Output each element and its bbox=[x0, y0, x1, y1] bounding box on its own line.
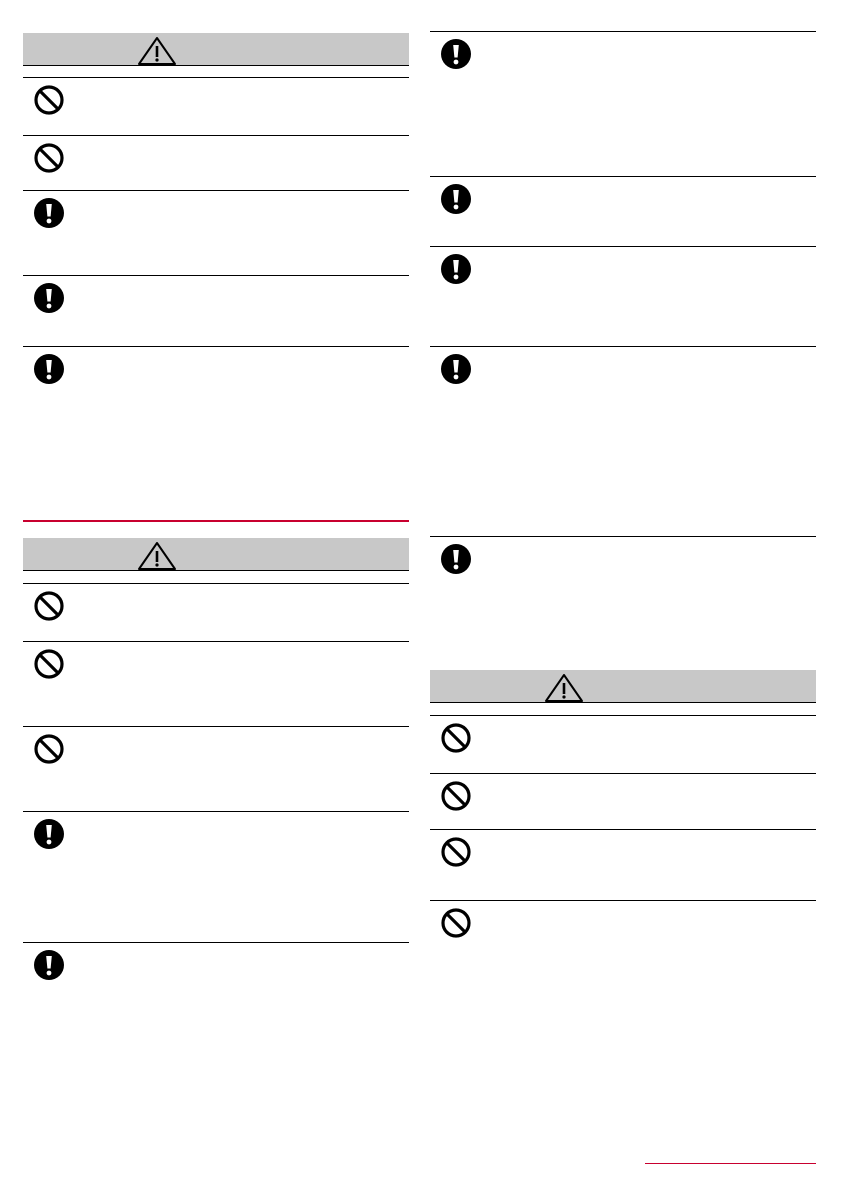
prohibited-icon bbox=[440, 780, 472, 812]
precaution-item bbox=[23, 726, 409, 811]
precaution-item bbox=[23, 77, 409, 135]
warning-triangle-icon bbox=[137, 36, 177, 66]
mandatory-exclamation-icon bbox=[440, 183, 472, 215]
precaution-item bbox=[430, 536, 816, 656]
mandatory-exclamation-icon bbox=[33, 818, 65, 850]
mandatory-exclamation-icon bbox=[33, 949, 65, 981]
prohibited-icon bbox=[33, 648, 65, 680]
section-header bbox=[430, 670, 816, 703]
mandatory-exclamation-icon bbox=[440, 253, 472, 285]
precaution-item bbox=[23, 346, 409, 516]
footer-rule bbox=[645, 1163, 816, 1164]
precaution-item bbox=[23, 275, 409, 346]
mandatory-exclamation-icon bbox=[440, 543, 472, 575]
precaution-item bbox=[23, 583, 409, 641]
precaution-item bbox=[430, 829, 816, 900]
prohibited-icon bbox=[440, 836, 472, 868]
precaution-item bbox=[23, 190, 409, 275]
precaution-item bbox=[430, 715, 816, 773]
prohibited-icon bbox=[440, 722, 472, 754]
precaution-item bbox=[430, 346, 816, 536]
section-divider bbox=[23, 520, 409, 522]
warning-triangle-icon bbox=[544, 673, 584, 703]
prohibited-icon bbox=[33, 142, 65, 174]
prohibited-icon bbox=[440, 907, 472, 939]
precaution-item bbox=[430, 176, 816, 246]
precaution-item bbox=[430, 773, 816, 829]
prohibited-icon bbox=[33, 590, 65, 622]
mandatory-exclamation-icon bbox=[440, 353, 472, 385]
mandatory-exclamation-icon bbox=[33, 197, 65, 229]
warning-triangle-icon bbox=[137, 541, 177, 571]
precaution-item bbox=[23, 641, 409, 726]
precaution-item bbox=[23, 811, 409, 942]
prohibited-icon bbox=[33, 84, 65, 116]
precaution-item bbox=[430, 31, 816, 176]
section-header bbox=[23, 33, 409, 66]
precaution-item bbox=[23, 942, 409, 1082]
precaution-item bbox=[430, 900, 816, 1000]
section-header bbox=[23, 538, 409, 571]
precaution-item bbox=[430, 246, 816, 346]
mandatory-exclamation-icon bbox=[33, 353, 65, 385]
mandatory-exclamation-icon bbox=[440, 38, 472, 70]
prohibited-icon bbox=[33, 733, 65, 765]
precaution-item bbox=[23, 135, 409, 190]
mandatory-exclamation-icon bbox=[33, 282, 65, 314]
